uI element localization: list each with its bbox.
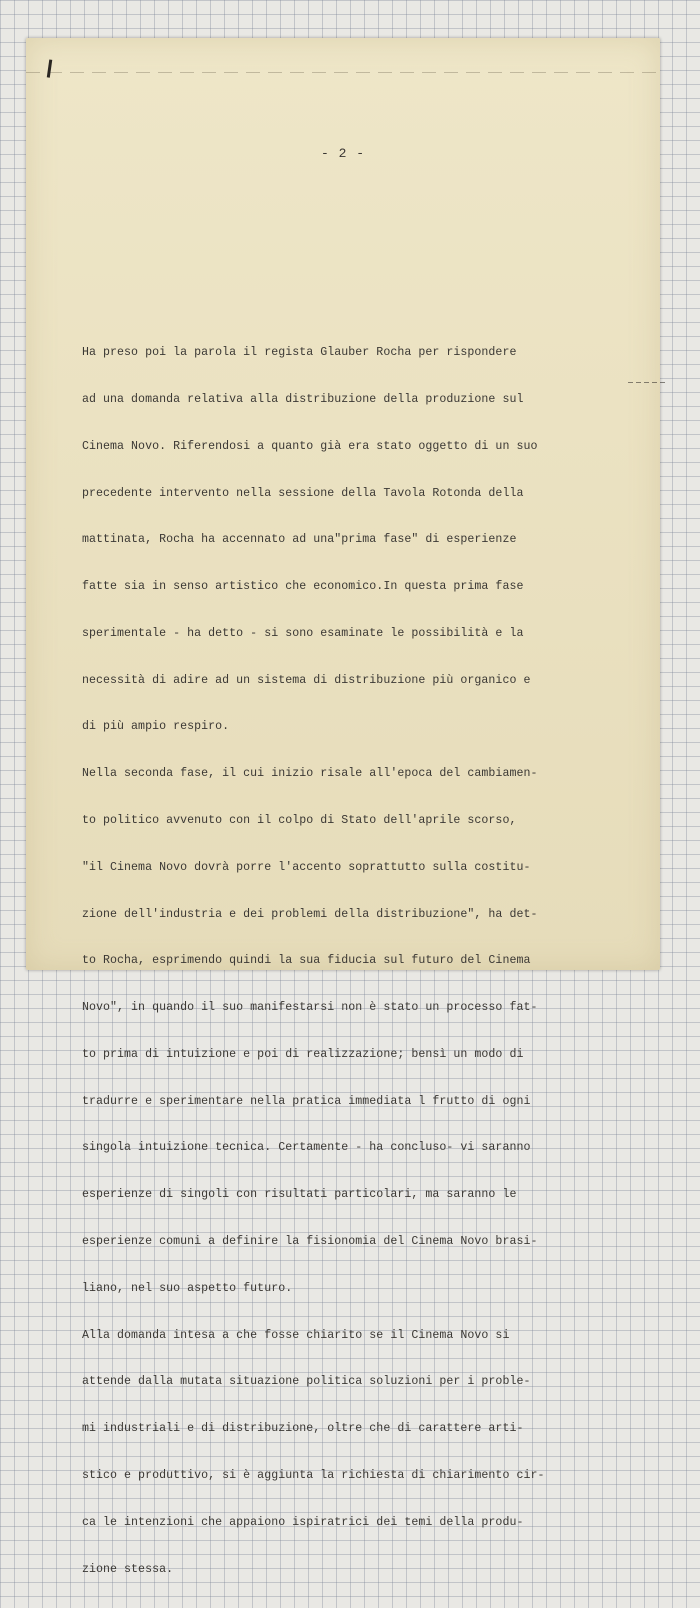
text-line: Cinema Novo. Riferendosi a quanto già era stato oggetto di un suo [82,439,538,453]
text-line: esperienze di singoli con risultati particolari, ma saranno le [82,1188,517,1202]
text-line: to prima di intuizione e poi di realizzazione; bensì un modo di [82,1047,524,1061]
text-line: Novo", in quando il suo manifestarsi non è stato un processo fat- [82,1001,538,1015]
text-line: necessità di adire ad un sistema di distribuzione più organico e [82,673,531,687]
text-line: ca le intenzioni che appaiono ispiratrici dei temi della produ- [82,1515,524,1529]
text-line: precedente intervento nella sessione della Tavola Rotonda della [82,486,524,500]
text-line: zione dell'industria e dei problemi della distribuzione", ha det- [82,907,538,921]
text-line: di più ampio respiro. [82,720,230,734]
text-line: to Rocha, esprimendo quindi la sua fiducia sul futuro del Cinema [82,954,531,968]
text-line: to politico avvenuto con il colpo di Stato dell'aprile scorso, [82,814,517,827]
fold-line [26,72,660,73]
text-line: mi industriali e di distribuzione, oltre che di carattere arti- [82,1422,524,1436]
document-page [26,38,660,1576]
page-number: - 2 - [320,146,365,161]
text-line: singola intuizione tecnica. Certamente - ha concluso- vi saranno [82,1141,531,1155]
text-line: Nella seconda fase, il cui inizio risale all'epoca del cambiamen- [82,767,538,781]
text-line: stico e produttivo, si è aggiunta la richiesta di chiarimento cir- [82,1468,545,1482]
margin-mark [628,382,666,383]
corner-mark [47,59,58,78]
text-line: fatte sia in senso artistico che economico.In questa prima fase [82,580,524,594]
text-line: sperimentale - ha detto - si sono esaminate le possibilità e la [82,626,524,640]
body-text [82,314,622,1608]
text-line: esperienze comuni a definire la fisionomia del Cinema Novo brasi- [82,1235,538,1249]
text-line: "il Cinema Novo dovrà porre l'accento soprattutto sulla costitu- [82,860,531,874]
text-line: mattinata, Rocha ha accennato ad una"prima fase" di esperienze [82,533,517,547]
text-line: Alla domanda intesa a che fosse chiarito se il Cinema Novo si [82,1328,510,1342]
text-line: Ha preso poi la parola il regista Glauber Rocha per rispondere [82,346,517,360]
text-line: attende dalla mutata situazione politica soluzioni per i proble- [82,1375,531,1389]
text-line: liano, nel suo aspetto futuro. [82,1281,293,1295]
text-line: zione stessa. [82,1562,174,1576]
text-line: tradurre e sperimentare nella pratica immediata l frutto di ogni [82,1094,531,1108]
text-line: ad una domanda relativa alla distribuzione della produzione sul [82,392,524,406]
